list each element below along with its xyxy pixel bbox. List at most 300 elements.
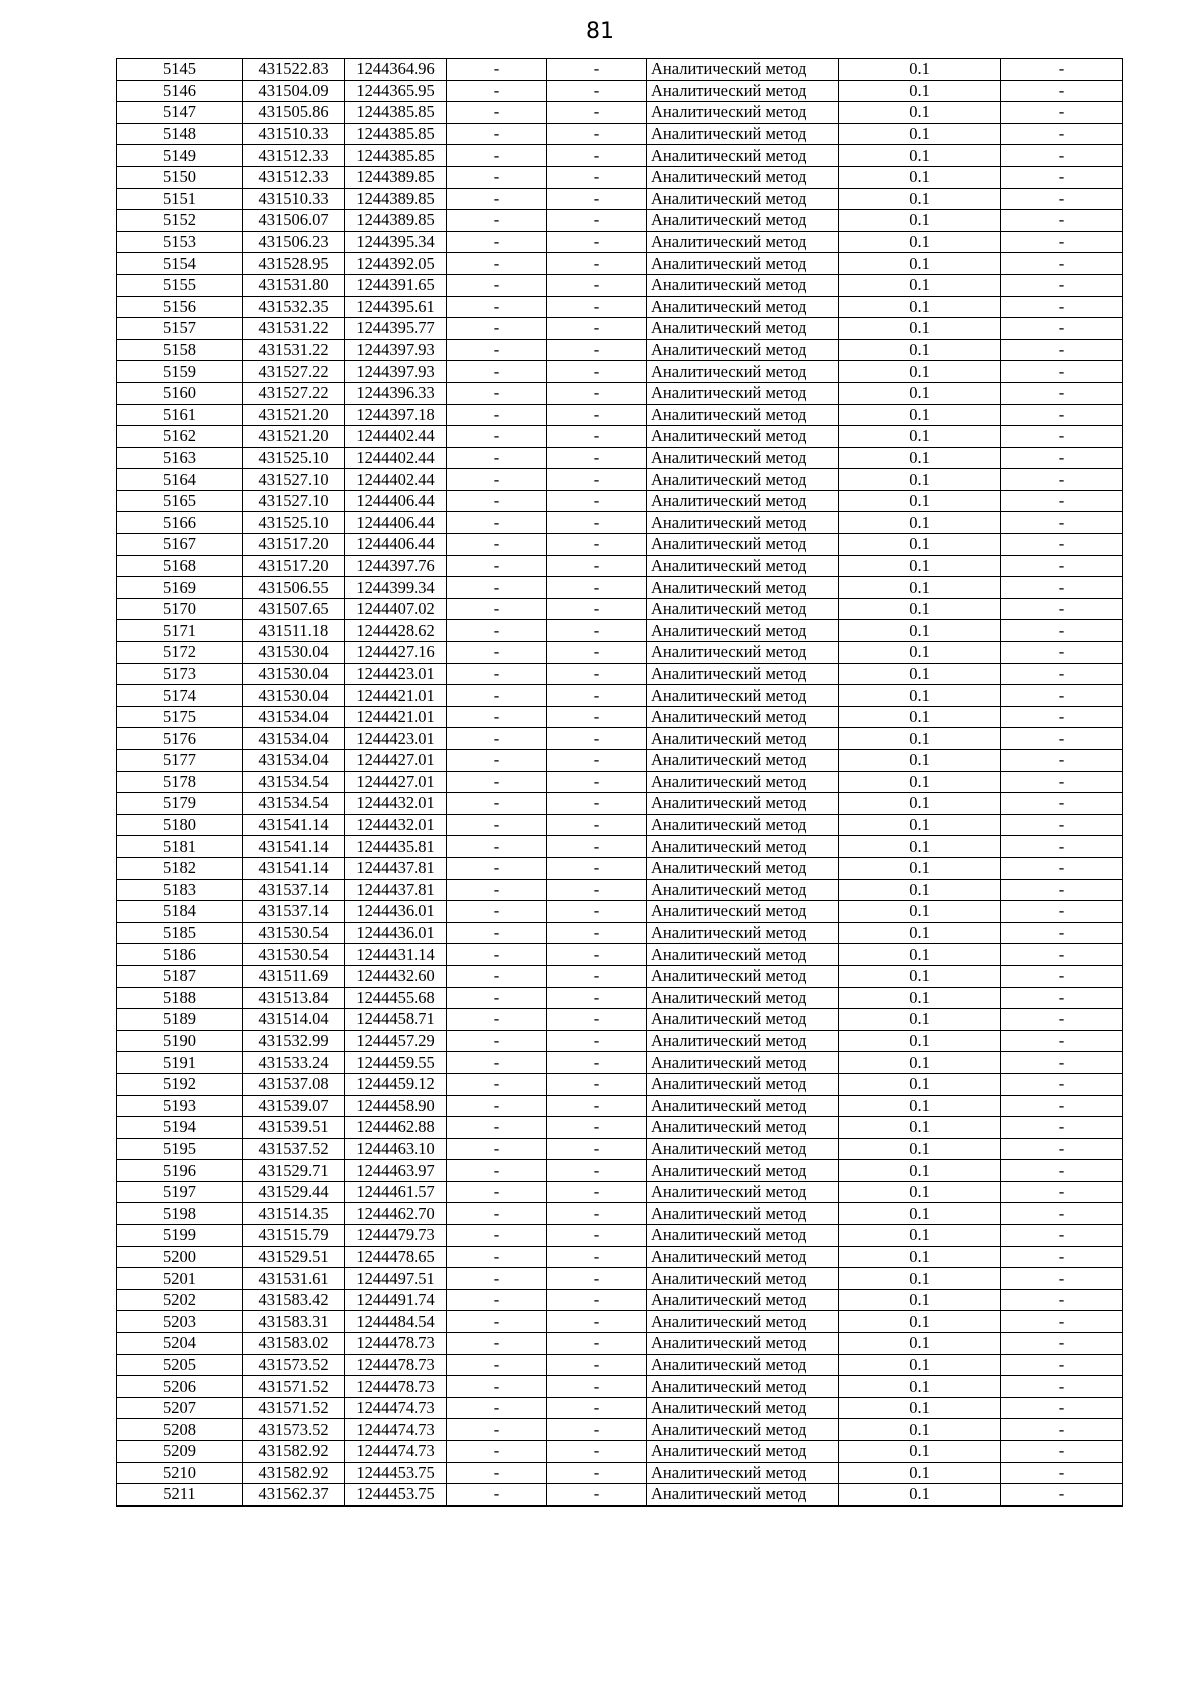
accuracy-cell: 0.1 [839, 771, 1001, 793]
x-coordinate-cell: 431511.18 [243, 620, 345, 642]
table-row [117, 922, 1123, 944]
method-cell: Аналитический метод [647, 1203, 839, 1225]
y-coordinate-cell: 1244364.96 [345, 59, 447, 81]
point-number-cell: 5201 [117, 1268, 243, 1290]
blank-cell-3: - [1001, 663, 1123, 685]
accuracy-cell: 0.1 [839, 1419, 1001, 1441]
point-number-cell: 5199 [117, 1225, 243, 1247]
point-number-cell: 5211 [117, 1484, 243, 1506]
x-coordinate-cell: 431514.35 [243, 1203, 345, 1225]
method-cell: Аналитический метод [647, 447, 839, 469]
method-cell: Аналитический метод [647, 598, 839, 620]
coordinates-table [116, 58, 1123, 1507]
accuracy-cell: 0.1 [839, 814, 1001, 836]
blank-cell-3: - [1001, 1289, 1123, 1311]
blank-cell-2: - [547, 80, 647, 102]
blank-cell-3: - [1001, 274, 1123, 296]
x-coordinate-cell: 431583.31 [243, 1311, 345, 1333]
blank-cell-1: - [447, 1441, 547, 1463]
accuracy-cell: 0.1 [839, 1138, 1001, 1160]
x-coordinate-cell: 431512.33 [243, 145, 345, 167]
blank-cell-2: - [547, 59, 647, 81]
y-coordinate-cell: 1244432.01 [345, 814, 447, 836]
table-row [117, 274, 1123, 296]
method-cell: Аналитический метод [647, 318, 839, 340]
blank-cell-3: - [1001, 965, 1123, 987]
blank-cell-3: - [1001, 555, 1123, 577]
blank-cell-3: - [1001, 210, 1123, 232]
blank-cell-2: - [547, 598, 647, 620]
method-cell: Аналитический метод [647, 706, 839, 728]
table-row [117, 210, 1123, 232]
blank-cell-2: - [547, 1203, 647, 1225]
table-row [117, 102, 1123, 124]
blank-cell-1: - [447, 1117, 547, 1139]
blank-cell-2: - [547, 922, 647, 944]
blank-cell-3: - [1001, 1333, 1123, 1355]
blank-cell-1: - [447, 318, 547, 340]
method-cell: Аналитический метод [647, 1289, 839, 1311]
blank-cell-3: - [1001, 1181, 1123, 1203]
blank-cell-2: - [547, 469, 647, 491]
x-coordinate-cell: 431530.54 [243, 922, 345, 944]
point-number-cell: 5157 [117, 318, 243, 340]
blank-cell-2: - [547, 814, 647, 836]
table-row [117, 1311, 1123, 1333]
blank-cell-3: - [1001, 231, 1123, 253]
y-coordinate-cell: 1244478.73 [345, 1376, 447, 1398]
x-coordinate-cell: 431506.55 [243, 577, 345, 599]
point-number-cell: 5180 [117, 814, 243, 836]
table-row [117, 663, 1123, 685]
table-row [117, 1376, 1123, 1398]
method-cell: Аналитический метод [647, 145, 839, 167]
x-coordinate-cell: 431534.04 [243, 706, 345, 728]
y-coordinate-cell: 1244432.60 [345, 965, 447, 987]
table-row [117, 642, 1123, 664]
blank-cell-1: - [447, 965, 547, 987]
x-coordinate-cell: 431527.10 [243, 490, 345, 512]
point-number-cell: 5153 [117, 231, 243, 253]
blank-cell-1: - [447, 706, 547, 728]
method-cell: Аналитический метод [647, 1009, 839, 1031]
blank-cell-3: - [1001, 1441, 1123, 1463]
table-row [117, 1246, 1123, 1268]
table-row [117, 598, 1123, 620]
blank-cell-3: - [1001, 490, 1123, 512]
x-coordinate-cell: 431531.61 [243, 1268, 345, 1290]
blank-cell-1: - [447, 1181, 547, 1203]
blank-cell-1: - [447, 879, 547, 901]
blank-cell-2: - [547, 1268, 647, 1290]
method-cell: Аналитический метод [647, 1073, 839, 1095]
blank-cell-1: - [447, 210, 547, 232]
blank-cell-1: - [447, 1160, 547, 1182]
blank-cell-3: - [1001, 469, 1123, 491]
point-number-cell: 5202 [117, 1289, 243, 1311]
accuracy-cell: 0.1 [839, 901, 1001, 923]
method-cell: Аналитический метод [647, 1030, 839, 1052]
point-number-cell: 5162 [117, 426, 243, 448]
x-coordinate-cell: 431510.33 [243, 123, 345, 145]
blank-cell-2: - [547, 447, 647, 469]
x-coordinate-cell: 431537.52 [243, 1138, 345, 1160]
blank-cell-2: - [547, 577, 647, 599]
y-coordinate-cell: 1244389.85 [345, 166, 447, 188]
y-coordinate-cell: 1244458.71 [345, 1009, 447, 1031]
blank-cell-1: - [447, 642, 547, 664]
table-row [117, 793, 1123, 815]
x-coordinate-cell: 431521.20 [243, 404, 345, 426]
x-coordinate-cell: 431510.33 [243, 188, 345, 210]
blank-cell-1: - [447, 382, 547, 404]
blank-cell-2: - [547, 296, 647, 318]
method-cell: Аналитический метод [647, 210, 839, 232]
blank-cell-3: - [1001, 879, 1123, 901]
method-cell: Аналитический метод [647, 1181, 839, 1203]
blank-cell-3: - [1001, 1246, 1123, 1268]
blank-cell-3: - [1001, 901, 1123, 923]
table-row [117, 750, 1123, 772]
method-cell: Аналитический метод [647, 857, 839, 879]
y-coordinate-cell: 1244395.61 [345, 296, 447, 318]
y-coordinate-cell: 1244407.02 [345, 598, 447, 620]
blank-cell-1: - [447, 188, 547, 210]
x-coordinate-cell: 431512.33 [243, 166, 345, 188]
method-cell: Аналитический метод [647, 750, 839, 772]
x-coordinate-cell: 431517.20 [243, 555, 345, 577]
accuracy-cell: 0.1 [839, 1441, 1001, 1463]
blank-cell-1: - [447, 836, 547, 858]
method-cell: Аналитический метод [647, 1160, 839, 1182]
blank-cell-3: - [1001, 318, 1123, 340]
x-coordinate-cell: 431527.22 [243, 361, 345, 383]
method-cell: Аналитический метод [647, 1095, 839, 1117]
table-row [117, 771, 1123, 793]
method-cell: Аналитический метод [647, 382, 839, 404]
method-cell: Аналитический метод [647, 1376, 839, 1398]
blank-cell-1: - [447, 771, 547, 793]
blank-cell-2: - [547, 426, 647, 448]
accuracy-cell: 0.1 [839, 1095, 1001, 1117]
accuracy-cell: 0.1 [839, 706, 1001, 728]
blank-cell-3: - [1001, 944, 1123, 966]
blank-cell-1: - [447, 857, 547, 879]
accuracy-cell: 0.1 [839, 1073, 1001, 1095]
table-row [117, 1052, 1123, 1074]
x-coordinate-cell: 431529.71 [243, 1160, 345, 1182]
blank-cell-3: - [1001, 577, 1123, 599]
y-coordinate-cell: 1244406.44 [345, 512, 447, 534]
table-row [117, 253, 1123, 275]
accuracy-cell: 0.1 [839, 836, 1001, 858]
x-coordinate-cell: 431530.54 [243, 944, 345, 966]
blank-cell-1: - [447, 1073, 547, 1095]
blank-cell-3: - [1001, 1117, 1123, 1139]
blank-cell-2: - [547, 1333, 647, 1355]
blank-cell-3: - [1001, 1376, 1123, 1398]
blank-cell-2: - [547, 771, 647, 793]
blank-cell-3: - [1001, 1268, 1123, 1290]
method-cell: Аналитический метод [647, 1354, 839, 1376]
blank-cell-1: - [447, 793, 547, 815]
method-cell: Аналитический метод [647, 231, 839, 253]
table-row [117, 728, 1123, 750]
accuracy-cell: 0.1 [839, 361, 1001, 383]
blank-cell-3: - [1001, 1462, 1123, 1484]
point-number-cell: 5148 [117, 123, 243, 145]
point-number-cell: 5190 [117, 1030, 243, 1052]
blank-cell-1: - [447, 620, 547, 642]
table-row [117, 1181, 1123, 1203]
method-cell: Аналитический метод [647, 339, 839, 361]
x-coordinate-cell: 431582.92 [243, 1441, 345, 1463]
y-coordinate-cell: 1244392.05 [345, 253, 447, 275]
method-cell: Аналитический метод [647, 922, 839, 944]
blank-cell-3: - [1001, 123, 1123, 145]
accuracy-cell: 0.1 [839, 1030, 1001, 1052]
accuracy-cell: 0.1 [839, 1462, 1001, 1484]
table-row [117, 361, 1123, 383]
table-row [117, 814, 1123, 836]
y-coordinate-cell: 1244395.34 [345, 231, 447, 253]
x-coordinate-cell: 431534.04 [243, 750, 345, 772]
table-row [117, 965, 1123, 987]
table-row [117, 1462, 1123, 1484]
y-coordinate-cell: 1244459.12 [345, 1073, 447, 1095]
blank-cell-1: - [447, 901, 547, 923]
accuracy-cell: 0.1 [839, 447, 1001, 469]
y-coordinate-cell: 1244437.81 [345, 857, 447, 879]
x-coordinate-cell: 431541.14 [243, 857, 345, 879]
blank-cell-3: - [1001, 382, 1123, 404]
blank-cell-1: - [447, 123, 547, 145]
accuracy-cell: 0.1 [839, 1203, 1001, 1225]
accuracy-cell: 0.1 [839, 274, 1001, 296]
blank-cell-3: - [1001, 620, 1123, 642]
accuracy-cell: 0.1 [839, 210, 1001, 232]
accuracy-cell: 0.1 [839, 512, 1001, 534]
y-coordinate-cell: 1244478.73 [345, 1354, 447, 1376]
accuracy-cell: 0.1 [839, 469, 1001, 491]
method-cell: Аналитический метод [647, 426, 839, 448]
method-cell: Аналитический метод [647, 620, 839, 642]
point-number-cell: 5196 [117, 1160, 243, 1182]
table-row [117, 188, 1123, 210]
y-coordinate-cell: 1244436.01 [345, 901, 447, 923]
point-number-cell: 5194 [117, 1117, 243, 1139]
x-coordinate-cell: 431533.24 [243, 1052, 345, 1074]
blank-cell-1: - [447, 1030, 547, 1052]
y-coordinate-cell: 1244406.44 [345, 534, 447, 556]
blank-cell-1: - [447, 1225, 547, 1247]
method-cell: Аналитический метод [647, 80, 839, 102]
y-coordinate-cell: 1244402.44 [345, 447, 447, 469]
accuracy-cell: 0.1 [839, 987, 1001, 1009]
method-cell: Аналитический метод [647, 879, 839, 901]
point-number-cell: 5145 [117, 59, 243, 81]
point-number-cell: 5149 [117, 145, 243, 167]
blank-cell-2: - [547, 750, 647, 772]
table-row [117, 123, 1123, 145]
accuracy-cell: 0.1 [839, 1268, 1001, 1290]
blank-cell-2: - [547, 1117, 647, 1139]
accuracy-cell: 0.1 [839, 857, 1001, 879]
x-coordinate-cell: 431583.42 [243, 1289, 345, 1311]
x-coordinate-cell: 431505.86 [243, 102, 345, 124]
y-coordinate-cell: 1244423.01 [345, 663, 447, 685]
blank-cell-3: - [1001, 922, 1123, 944]
accuracy-cell: 0.1 [839, 944, 1001, 966]
point-number-cell: 5189 [117, 1009, 243, 1031]
blank-cell-3: - [1001, 1484, 1123, 1506]
y-coordinate-cell: 1244455.68 [345, 987, 447, 1009]
blank-cell-1: - [447, 1268, 547, 1290]
blank-cell-1: - [447, 404, 547, 426]
method-cell: Аналитический метод [647, 1397, 839, 1419]
method-cell: Аналитический метод [647, 987, 839, 1009]
blank-cell-1: - [447, 1095, 547, 1117]
accuracy-cell: 0.1 [839, 1397, 1001, 1419]
accuracy-cell: 0.1 [839, 404, 1001, 426]
y-coordinate-cell: 1244474.73 [345, 1397, 447, 1419]
accuracy-cell: 0.1 [839, 534, 1001, 556]
y-coordinate-cell: 1244399.34 [345, 577, 447, 599]
method-cell: Аналитический метод [647, 793, 839, 815]
point-number-cell: 5155 [117, 274, 243, 296]
point-number-cell: 5152 [117, 210, 243, 232]
x-coordinate-cell: 431537.14 [243, 879, 345, 901]
blank-cell-2: - [547, 1397, 647, 1419]
blank-cell-2: - [547, 1462, 647, 1484]
accuracy-cell: 0.1 [839, 793, 1001, 815]
x-coordinate-cell: 431534.54 [243, 771, 345, 793]
x-coordinate-cell: 431539.51 [243, 1117, 345, 1139]
table-row [117, 1268, 1123, 1290]
y-coordinate-cell: 1244461.57 [345, 1181, 447, 1203]
blank-cell-1: - [447, 361, 547, 383]
point-number-cell: 5191 [117, 1052, 243, 1074]
point-number-cell: 5171 [117, 620, 243, 642]
y-coordinate-cell: 1244406.44 [345, 490, 447, 512]
point-number-cell: 5210 [117, 1462, 243, 1484]
blank-cell-3: - [1001, 793, 1123, 815]
blank-cell-1: - [447, 577, 547, 599]
blank-cell-1: - [447, 166, 547, 188]
blank-cell-1: - [447, 1009, 547, 1031]
accuracy-cell: 0.1 [839, 102, 1001, 124]
y-coordinate-cell: 1244427.01 [345, 750, 447, 772]
blank-cell-2: - [547, 188, 647, 210]
y-coordinate-cell: 1244427.16 [345, 642, 447, 664]
point-number-cell: 5206 [117, 1376, 243, 1398]
y-coordinate-cell: 1244478.65 [345, 1246, 447, 1268]
blank-cell-2: - [547, 1419, 647, 1441]
y-coordinate-cell: 1244385.85 [345, 102, 447, 124]
blank-cell-1: - [447, 1484, 547, 1506]
blank-cell-1: - [447, 80, 547, 102]
table-row [117, 1354, 1123, 1376]
blank-cell-1: - [447, 1246, 547, 1268]
blank-cell-1: - [447, 598, 547, 620]
blank-cell-2: - [547, 1181, 647, 1203]
blank-cell-1: - [447, 1289, 547, 1311]
blank-cell-1: - [447, 490, 547, 512]
accuracy-cell: 0.1 [839, 253, 1001, 275]
table-row [117, 1095, 1123, 1117]
blank-cell-2: - [547, 274, 647, 296]
blank-cell-1: - [447, 814, 547, 836]
blank-cell-3: - [1001, 1138, 1123, 1160]
point-number-cell: 5161 [117, 404, 243, 426]
point-number-cell: 5166 [117, 512, 243, 534]
table-row [117, 59, 1123, 81]
point-number-cell: 5147 [117, 102, 243, 124]
point-number-cell: 5168 [117, 555, 243, 577]
table-row [117, 1160, 1123, 1182]
table-row [117, 404, 1123, 426]
blank-cell-1: - [447, 1419, 547, 1441]
accuracy-cell: 0.1 [839, 598, 1001, 620]
blank-cell-3: - [1001, 166, 1123, 188]
x-coordinate-cell: 431530.04 [243, 642, 345, 664]
blank-cell-3: - [1001, 1419, 1123, 1441]
y-coordinate-cell: 1244397.76 [345, 555, 447, 577]
accuracy-cell: 0.1 [839, 1246, 1001, 1268]
blank-cell-3: - [1001, 253, 1123, 275]
method-cell: Аналитический метод [647, 642, 839, 664]
method-cell: Аналитический метод [647, 1117, 839, 1139]
blank-cell-3: - [1001, 728, 1123, 750]
x-coordinate-cell: 431530.04 [243, 685, 345, 707]
point-number-cell: 5156 [117, 296, 243, 318]
method-cell: Аналитический метод [647, 555, 839, 577]
accuracy-cell: 0.1 [839, 318, 1001, 340]
blank-cell-1: - [447, 339, 547, 361]
accuracy-cell: 0.1 [839, 1181, 1001, 1203]
table-row [117, 1225, 1123, 1247]
table-row [117, 231, 1123, 253]
blank-cell-1: - [447, 296, 547, 318]
y-coordinate-cell: 1244463.10 [345, 1138, 447, 1160]
blank-cell-3: - [1001, 296, 1123, 318]
blank-cell-3: - [1001, 1225, 1123, 1247]
x-coordinate-cell: 431515.79 [243, 1225, 345, 1247]
blank-cell-3: - [1001, 1397, 1123, 1419]
accuracy-cell: 0.1 [839, 555, 1001, 577]
accuracy-cell: 0.1 [839, 296, 1001, 318]
table-row [117, 447, 1123, 469]
y-coordinate-cell: 1244389.85 [345, 188, 447, 210]
point-number-cell: 5197 [117, 1181, 243, 1203]
table-row [117, 901, 1123, 923]
blank-cell-2: - [547, 728, 647, 750]
method-cell: Аналитический метод [647, 944, 839, 966]
blank-cell-2: - [547, 534, 647, 556]
x-coordinate-cell: 431562.37 [243, 1484, 345, 1506]
table-row [117, 1397, 1123, 1419]
y-coordinate-cell: 1244497.51 [345, 1268, 447, 1290]
method-cell: Аналитический метод [647, 59, 839, 81]
blank-cell-3: - [1001, 145, 1123, 167]
table-row [117, 1484, 1123, 1506]
method-cell: Аналитический метод [647, 728, 839, 750]
table-row [117, 296, 1123, 318]
point-number-cell: 5173 [117, 663, 243, 685]
blank-cell-3: - [1001, 426, 1123, 448]
blank-cell-1: - [447, 102, 547, 124]
table-row [117, 80, 1123, 102]
